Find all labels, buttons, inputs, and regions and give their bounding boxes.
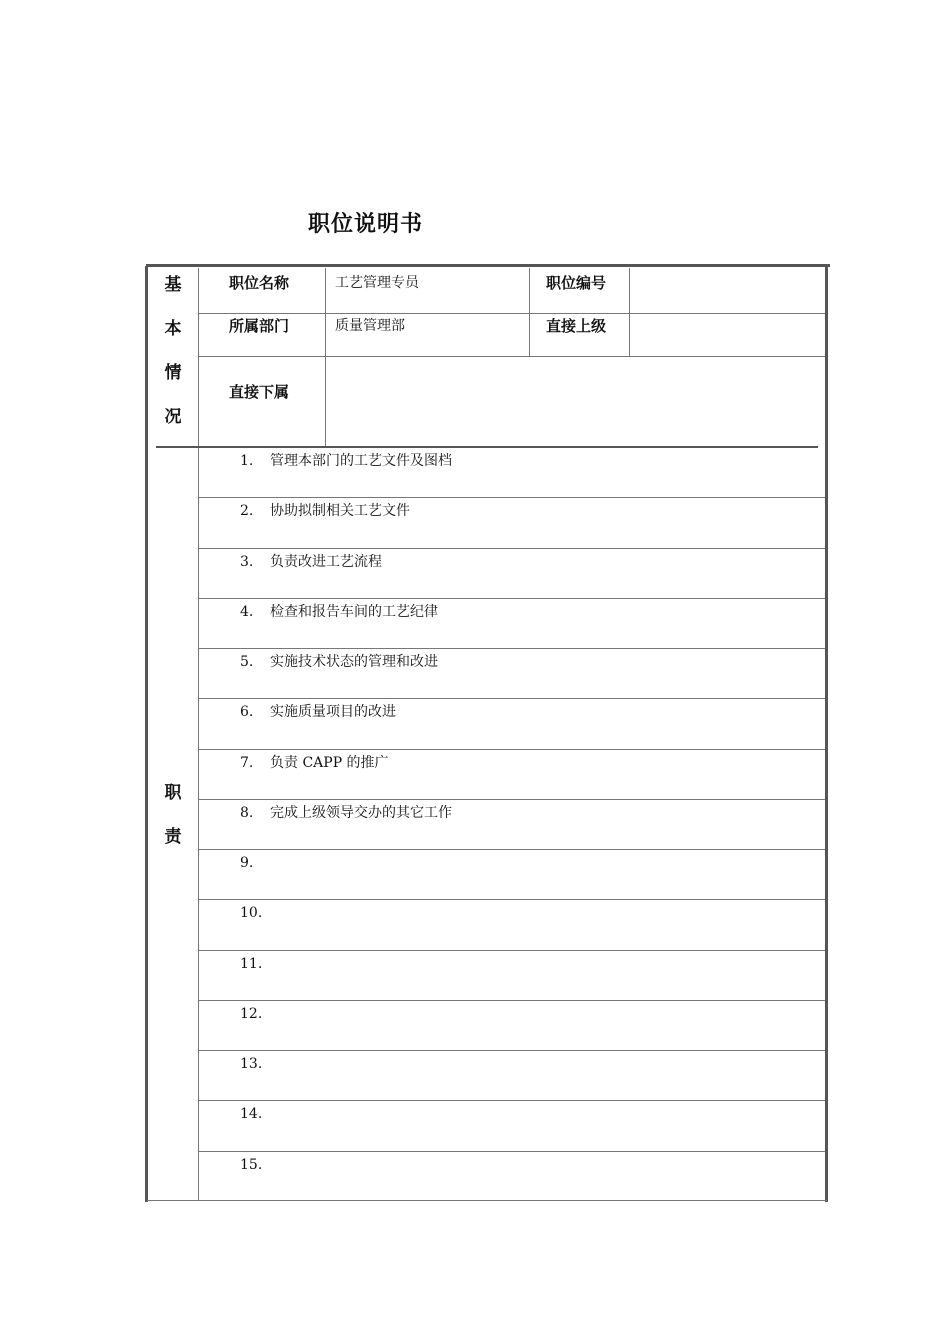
duty-row-divider xyxy=(199,849,825,850)
duty-item xyxy=(240,552,382,572)
duty-row-divider xyxy=(199,1000,825,1001)
table-top-border xyxy=(146,264,830,267)
table-bottom-border xyxy=(147,1200,827,1201)
basic-section-label-char: 情 xyxy=(164,363,182,383)
duty-text: 检查和报告车间的工艺纪律 xyxy=(270,603,438,620)
section-divider xyxy=(198,268,199,1200)
duty-text: 实施质量项目的改进 xyxy=(270,704,396,721)
duty-item xyxy=(240,602,438,622)
duty-item xyxy=(240,753,389,773)
duty-item xyxy=(240,652,438,672)
duty-row-divider xyxy=(199,749,825,750)
duty-number: 15. xyxy=(240,1156,263,1173)
duty-text: 管理本部门的工艺文件及图档 xyxy=(270,453,452,469)
subordinates-label: 直接下属 xyxy=(229,383,290,401)
duty-row-divider xyxy=(199,648,825,649)
duty-text: 协助拟制相关工艺文件 xyxy=(270,503,410,520)
basic-section-label-char: 本 xyxy=(164,319,182,339)
duty-text: 负责改进工艺流程 xyxy=(270,553,382,570)
duty-row-divider xyxy=(199,799,825,800)
duties-section-label-char: 职 xyxy=(164,783,182,803)
duty-item xyxy=(240,803,452,823)
duties-section-label-char: 责 xyxy=(164,827,182,847)
duty-item xyxy=(240,954,270,974)
table-left-border xyxy=(145,266,148,1202)
duty-text: 负责 CAPP 的推广 xyxy=(270,754,389,771)
duty-row-divider xyxy=(199,698,825,699)
duty-item xyxy=(240,1104,270,1124)
table-right-border xyxy=(825,266,828,1202)
basic-section-label-char: 况 xyxy=(164,407,182,427)
duty-row-divider xyxy=(199,598,825,599)
duty-item xyxy=(240,903,270,923)
duty-row-divider xyxy=(199,1151,825,1152)
duty-number: 3. xyxy=(240,553,254,570)
basic-section-bottom xyxy=(156,446,818,448)
duty-number: 5. xyxy=(240,654,254,670)
duty-number: 10. xyxy=(240,905,263,922)
duty-row-divider xyxy=(199,1050,825,1051)
basic-section-label-char: 基 xyxy=(164,275,182,295)
duty-number: 6. xyxy=(240,704,254,721)
duty-number: 2. xyxy=(240,503,254,520)
duty-number: 8. xyxy=(240,804,254,821)
duty-text: 完成上级领导交办的其它工作 xyxy=(270,804,452,821)
duty-item xyxy=(240,1004,270,1024)
duty-number: 13. xyxy=(240,1056,263,1072)
duty-number: 4. xyxy=(240,603,254,620)
duty-row-divider xyxy=(199,1100,825,1101)
position-name-label: 职位名称 xyxy=(229,274,290,292)
duty-row-divider xyxy=(199,899,825,900)
document-title: 职位说明书 xyxy=(308,212,424,237)
duty-item xyxy=(240,501,410,521)
basic-col-divider-3 xyxy=(629,268,630,356)
duty-number: 11. xyxy=(240,955,263,972)
basic-row-divider-2 xyxy=(199,356,825,357)
duty-number: 7. xyxy=(240,754,254,771)
duty-number: 14. xyxy=(240,1106,263,1123)
duty-number: 12. xyxy=(240,1005,263,1022)
duty-text: 实施技术状态的管理和改进 xyxy=(270,654,438,670)
duty-row-divider xyxy=(199,548,825,549)
duty-number: 1. xyxy=(240,453,254,469)
duty-row-divider xyxy=(199,950,825,951)
basic-col-divider-1 xyxy=(325,268,326,448)
position-name-value: 工艺管理专员 xyxy=(335,275,419,291)
duty-item xyxy=(240,1155,270,1175)
department-label: 所属部门 xyxy=(229,317,290,335)
duty-item xyxy=(240,451,452,471)
basic-col-divider-2 xyxy=(529,268,530,356)
department-value: 质量管理部 xyxy=(335,318,405,334)
supervisor-label: 直接上级 xyxy=(546,317,607,335)
position-code-label: 职位编号 xyxy=(546,274,607,292)
duty-item xyxy=(240,1054,270,1074)
duty-item xyxy=(240,702,396,722)
basic-row-divider-1 xyxy=(199,313,825,314)
duty-number: 9. xyxy=(240,855,254,871)
duty-item xyxy=(240,853,270,873)
duty-row-divider xyxy=(199,497,825,498)
